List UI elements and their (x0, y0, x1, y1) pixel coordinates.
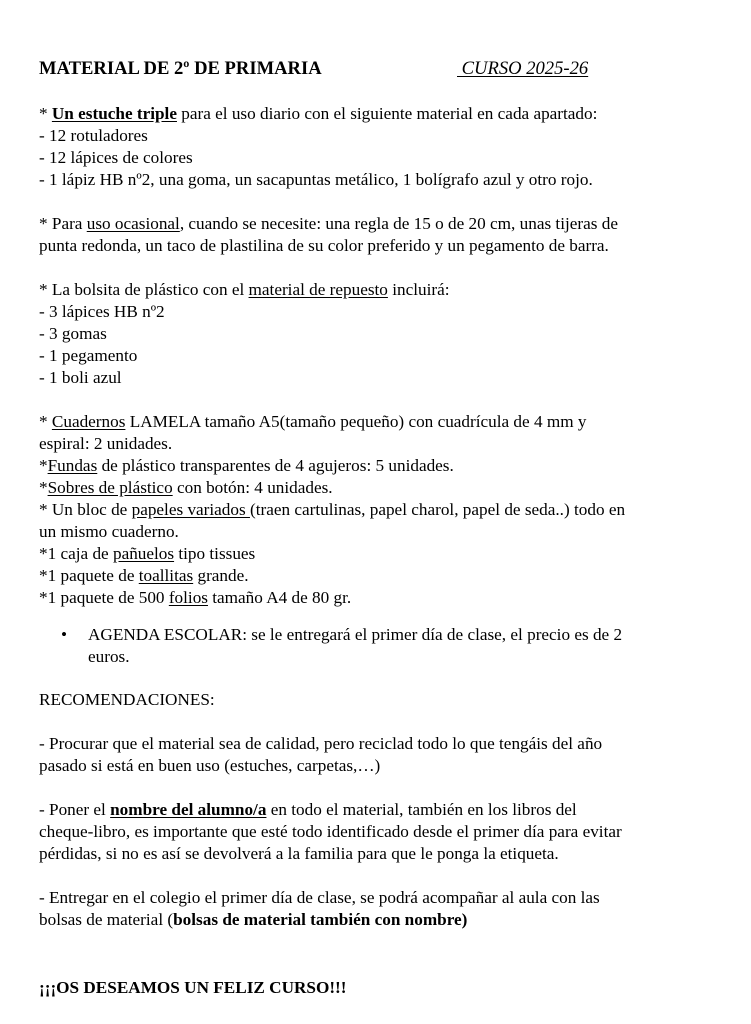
uso-ocasional-label: uso ocasional (86, 214, 180, 233)
list-item: - 1 lápiz HB nº2, una goma, un sacapuntas metálico, 1 bolígrafo azul y otro rojo. (39, 170, 593, 189)
sobres-line: *Sobres de plástico con botón: 4 unidades. (39, 478, 333, 497)
cuadernos-line: * Cuadernos LAMELA tamaño A5(tamaño pequeño) con cuadrícula de 4 mm y (39, 412, 587, 431)
cuadernos-line-2: espiral: 2 unidades. (39, 434, 173, 453)
recommendation-2-line-1: - Poner el nombre del alumno/a en todo el material, también en los libros del (39, 800, 577, 819)
fundas-label: Fundas (47, 456, 98, 475)
material-repuesto-label: material de repuesto (248, 280, 388, 299)
list-item: - 3 gomas (39, 324, 107, 343)
nombre-alumno-label: nombre del alumno/a (110, 800, 267, 819)
recommendation-1-line-2: pasado si está en buen uso (estuches, carpetas,…) (39, 756, 381, 775)
list-item: - 1 pegamento (39, 346, 138, 365)
toallitas-line: *1 paquete de toallitas grande. (39, 566, 249, 585)
fundas-line: *Fundas de plástico transparentes de 4 agujeros: 5 unidades. (39, 456, 454, 475)
folios-line: *1 paquete de 500 folios tamaño A4 de 80 gr. (39, 588, 352, 607)
bloc-line: * Un bloc de papeles variados (traen cartulinas, papel charol, papel de seda..) todo en (39, 500, 626, 519)
recommendation-3-line-2: bolsas de material (bolsas de material también con nombre) (39, 910, 468, 929)
estuche-intro: * Un estuche triple para el uso diario con el siguiente material en cada apartado: (39, 104, 598, 123)
agenda-item (39, 624, 719, 668)
recommendation-2-line-2: cheque-libro, es importante que esté todo identificado desde el primer día para evitar (39, 822, 622, 841)
document-page (39, 54, 719, 999)
recommendation-1-line-1: - Procurar que el material sea de calidad, pero reciclad todo lo que tengáis del año (39, 734, 603, 753)
bolsas-nombre-label: bolsas de material también con nombre) (173, 910, 468, 929)
repuesto-intro: * La bolsita de plástico con el material de repuesto incluirá: (39, 280, 450, 299)
estuche-triple-label: Un estuche triple (51, 104, 177, 123)
agenda-line-1: AGENDA ESCOLAR: se le entregará el primer día de clase, el precio es de 2 (88, 625, 623, 644)
list-item: - 12 lápices de colores (39, 148, 193, 167)
panuelos-label: pañuelos (112, 544, 175, 563)
cuadernos-label: Cuadernos (51, 412, 126, 431)
panuelos-line: *1 caja de pañuelos tipo tissues (39, 544, 256, 563)
page-title: MATERIAL DE 2º DE PRIMARIA (39, 58, 322, 79)
list-item: - 12 rotuladores (39, 126, 148, 145)
uso-ocasional-line: * Para uso ocasional, cuando se necesite: una regla de 15 o de 20 cm, unas tijeras de (39, 214, 618, 233)
papeles-variados-label: papeles variados (131, 500, 250, 519)
toallitas-label: toallitas (138, 566, 194, 585)
closing-message: ¡¡¡OS DESEAMOS UN FELIZ CURSO!!! (39, 978, 347, 997)
bloc-line-2: un mismo cuaderno. (39, 522, 179, 541)
sobres-label: Sobres de plástico (47, 478, 173, 497)
agenda-line-2: euros. (88, 647, 130, 666)
list-item: - 1 boli azul (39, 368, 122, 387)
course-year: CURSO 2025-26 (457, 58, 589, 79)
folios-label: folios (168, 588, 208, 607)
recommendation-2-line-3: pérdidas, si no es así se devolverá a la familia para que le ponga la etiqueta. (39, 844, 559, 863)
document-header (39, 54, 719, 84)
uso-ocasional-line-2: punta redonda, un taco de plastilina de su color preferido y un pegamento de barra. (39, 236, 609, 255)
list-item: - 3 lápices HB nº2 (39, 302, 165, 321)
bullet-icon: • (61, 625, 68, 644)
recommendation-3-line-1: - Entregar en el colegio el primer día de clase, se podrá acompañar al aula con las (39, 888, 600, 907)
recommendations-heading: RECOMENDACIONES: (39, 690, 215, 709)
